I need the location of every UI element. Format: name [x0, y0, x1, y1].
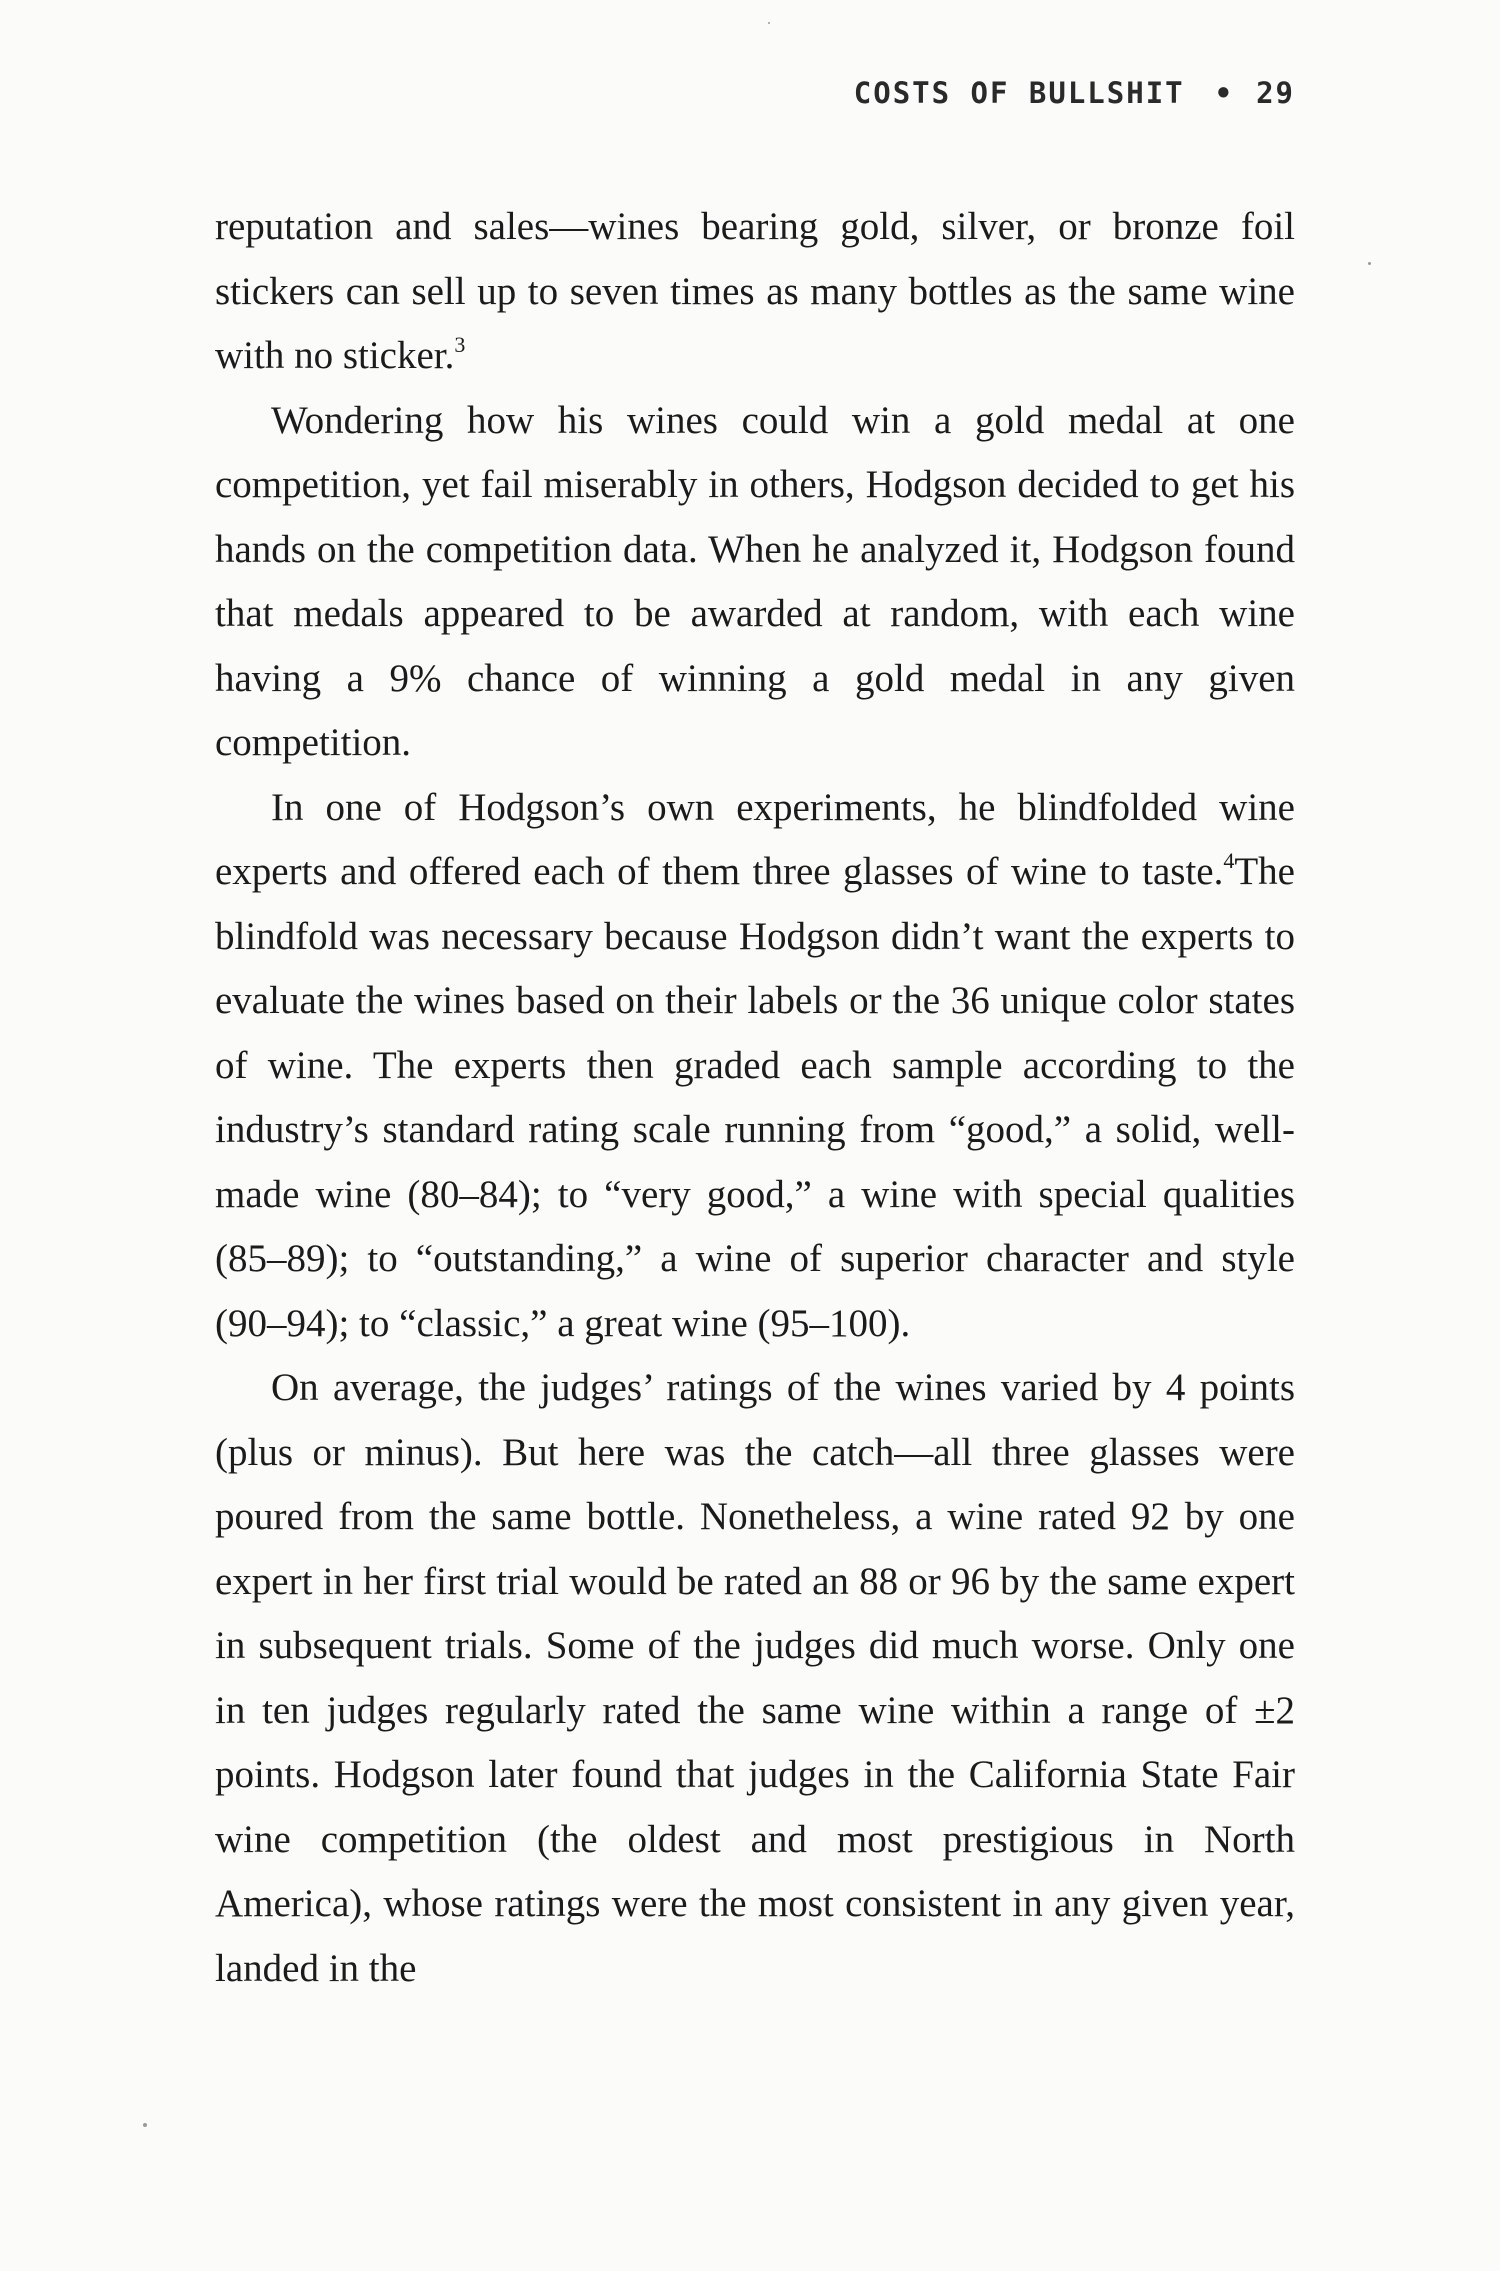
header-separator: • — [1214, 76, 1235, 110]
scan-speck — [143, 2123, 147, 2127]
footnote-ref-3: 3 — [454, 332, 466, 357]
paragraph-3 — [215, 776, 1295, 1357]
scan-speck — [1368, 262, 1371, 265]
running-header — [215, 76, 1295, 110]
scan-speck — [768, 22, 770, 24]
paragraph-4 — [215, 1356, 1295, 2001]
body-text — [215, 195, 1295, 2001]
paragraph-text-continued: The blindfold was necessary because Hodgson didn’t want the experts to evaluate the wines based on their labels or the 36 unique color states of wine. The experts then graded each sample according to the industry’s standard rating scale running from “good,” a solid, well-made wine (80–84); to “very good,” a wine with special qualities (85–89); to “outstanding,” a wine of superior character and style (90–94); to “classic,” a great wine (95–100). — [215, 850, 1295, 1345]
paragraph-text: Wondering how his wines could win a gold medal at one competition, yet fail miserably in others, Hodgson decided to get his hands on the competition data. When he analyzed it, Hodgson found that medals appeared to be awarded at random, with each wine having a 9% chance of winning a gold medal in any given competition. — [215, 398, 1295, 764]
paragraph-text: In one of Hodgson’s own experiments, he blindfolded wine experts and offered each of them three glasses of wine to taste. — [215, 785, 1295, 893]
page-number: 29 — [1256, 76, 1295, 110]
paragraph-2 — [215, 389, 1295, 776]
paragraph-1 — [215, 195, 1295, 389]
paragraph-text: On average, the judges’ ratings of the wines varied by 4 points (plus or minus). But here was the catch—all three glasses were poured from the same bottle. Nonetheless, a wine rated 92 by one expert in her first trial would be rated an 88 or 96 by the same expert in subsequent trials. Some of the judges did much worse. Only one in ten judges regularly rated the same wine within a range of ±2 points. Hodgson later found that judges in the California State Fair wine competition (the oldest and most prestigious in North America), whose ratings were the most consistent in any given year, landed in the — [215, 1366, 1295, 1990]
running-title: COSTS OF BULLSHIT — [853, 76, 1185, 110]
footnote-ref-4: 4 — [1223, 848, 1235, 873]
paragraph-text: reputation and sales—wines bearing gold, silver, or bronze foil stickers can sell up to seven times as many bottles as the same wine with no sticker. — [215, 205, 1295, 377]
